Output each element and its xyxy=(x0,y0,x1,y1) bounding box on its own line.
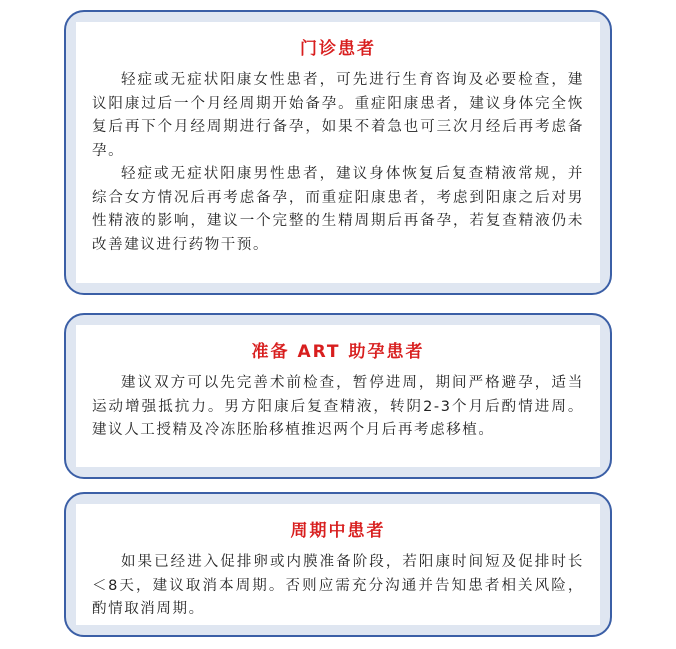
art-section-body xyxy=(76,325,600,467)
outpatient-section-body xyxy=(76,22,600,283)
in-cycle-section-body xyxy=(76,504,600,625)
outpatient-section-card xyxy=(64,10,612,295)
in-cycle-paragraph: 如果已经进入促排卵或内膜准备阶段，若阳康时间短及促排时长＜8天，建议取消本周期。否则应需充分沟通并告知患者相关风险，酌情取消周期。 xyxy=(92,554,584,617)
art-section-card xyxy=(64,313,612,479)
in-cycle-section-title: 周期中患者 xyxy=(290,521,386,541)
outpatient-section-title: 门诊患者 xyxy=(300,39,376,59)
in-cycle-section-card xyxy=(64,492,612,637)
art-section-title: 准备 ART 助孕患者 xyxy=(251,342,425,362)
outpatient-male-paragraph: 轻症或无症状阳康男性患者，建议身体恢复后复查精液常规，并综合女方情况后再考虑备孕，而重症阳康患者，考虑到阳康之后对男性精液的影响，建议一个完整的生精周期后再备孕，若复查精液仍未改善建议进行药物干预。 xyxy=(92,166,584,253)
outpatient-female-paragraph: 轻症或无症状阳康女性患者，可先进行生育咨询及必要检查，建议阳康过后一个月经周期开始备孕。重症阳康患者，建议身体完全恢复后再下个月经周期进行备孕，如果不着急也可三次月经后再考虑备孕。 xyxy=(92,72,584,159)
art-paragraph: 建议双方可以先完善术前检查，暂停进周，期间严格避孕，适当运动增强抵抗力。男方阳康后复查精液，转阴2-3个月后酌情进周。建议人工授精及冷冻胚胎移植推迟两个月后再考虑移植。 xyxy=(92,375,584,438)
